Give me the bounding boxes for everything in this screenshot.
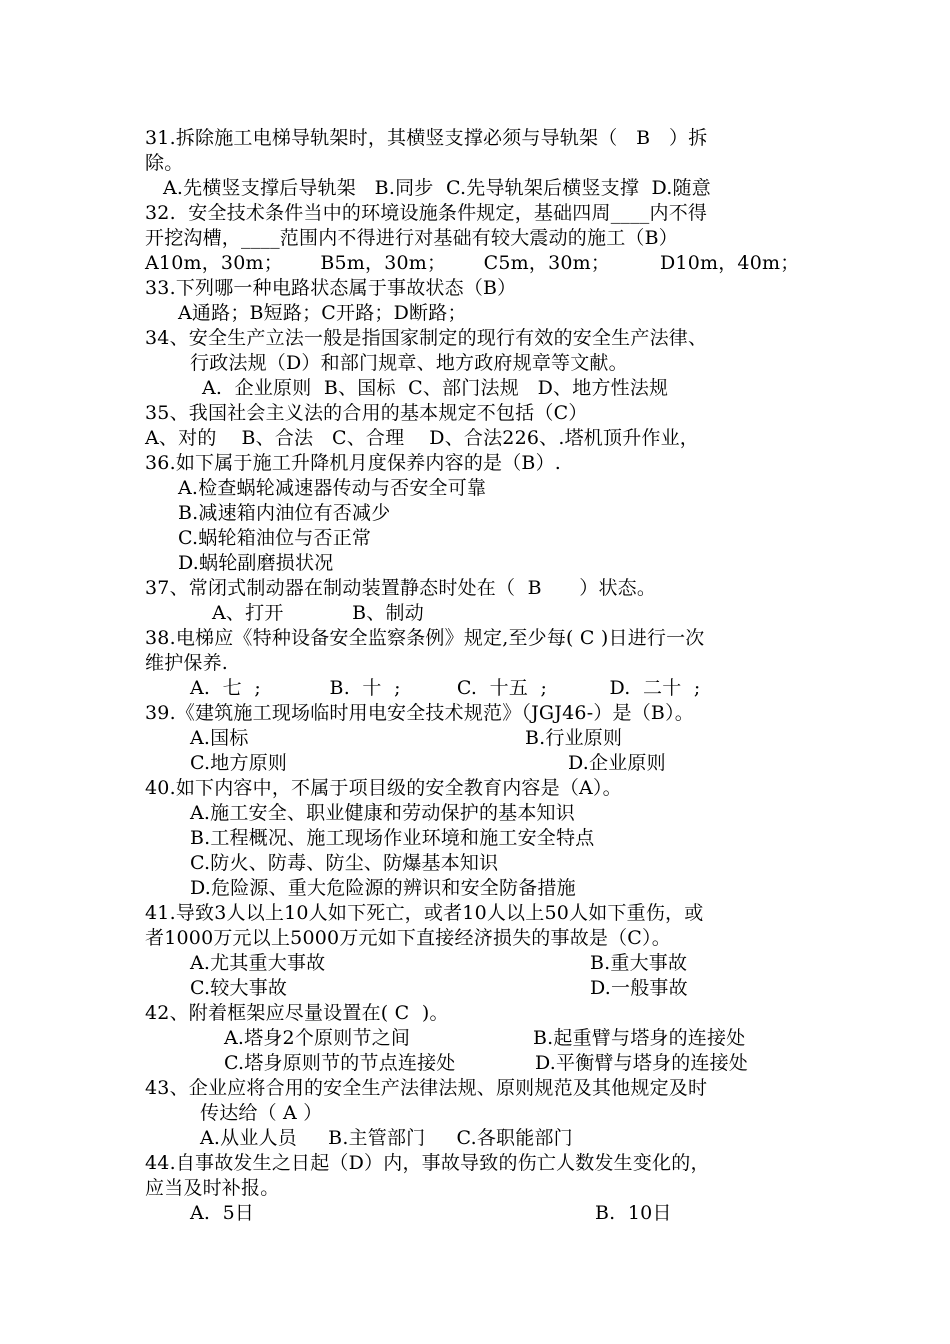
question-36-option-d: D.蜗轮副磨损状况: [178, 552, 334, 574]
question-42-option-b: B.起重臂与塔身的连接处: [533, 1027, 746, 1049]
question-37-options: A、打开 B、制动: [212, 602, 424, 624]
question-44-option-b: B. 10日: [595, 1202, 672, 1224]
question-40-option-b: B.工程概况、施工现场作业环境和施工安全特点: [190, 827, 595, 849]
question-42-option-c: C.塔身原则节的节点连接处: [224, 1052, 456, 1074]
question-35-options: A、对的 B、合法 C、合理 D、合法226、.塔机顶升作业，: [145, 427, 699, 449]
question-32-options: A10m，30m； B5m，30m； C5m，30m； D10m，40m；: [145, 252, 800, 274]
question-44-line-1: 44.自事故发生之日起（D）内，事故导致的伤亡人数发生变化的，: [145, 1152, 710, 1174]
question-43-options: A.从业人员 B.主管部门 C.各职能部门: [200, 1127, 573, 1149]
question-32-line-1: 32. 安全技术条件当中的环境设施条件规定，基础四周____内不得: [145, 202, 708, 224]
question-40-option-c: C.防火、防毒、防尘、防爆基本知识: [190, 852, 499, 874]
question-38-line-1: 38.电梯应《特种设备安全监察条例》规定,至少每( C )日进行一次: [145, 627, 705, 649]
question-40-option-a: A.施工安全、职业健康和劳动保护的基本知识: [190, 802, 575, 824]
question-39-option-a: A.国标: [190, 727, 249, 749]
question-33: 33.下列哪一种电路状态属于事故状态（B）: [145, 277, 517, 299]
question-40-option-d: D.危险源、重大危险源的辨识和安全防备措施: [190, 877, 576, 899]
question-40: 40.如下内容中，不属于项目级的安全教育内容是（A）。: [145, 777, 622, 799]
question-43-line-2: 传达给（ A ）: [200, 1102, 323, 1124]
question-31-options: A.先横竖支撑后导轨架 B.同步 C.先导轨架后横竖支撑 D.随意: [163, 177, 711, 199]
question-31-line-2: 除。: [145, 152, 184, 174]
question-36-option-b: B.减速箱内油位有否减少: [178, 502, 391, 524]
question-41-option-d: D.一般事故: [590, 977, 688, 999]
question-41-option-b: B.重大事故: [590, 952, 688, 974]
question-34-line-1: 34、安全生产立法一般是指国家制定的现行有效的安全生产法律、: [145, 327, 708, 349]
question-34-line-2: 行政法规（D）和部门规章、地方政府规章等文献。: [190, 352, 628, 374]
question-39-option-b: B.行业原则: [525, 727, 623, 749]
question-42-option-a: A.塔身2个原则节之间: [224, 1027, 411, 1049]
question-37: 37、常闭式制动器在制动装置静态时处在（ B ）状态。: [145, 577, 657, 599]
question-41-option-a: A.尤其重大事故: [190, 952, 326, 974]
question-36: 36.如下属于施工升降机月度保养内容的是（B）.: [145, 452, 562, 474]
question-39-option-c: C.地方原则: [190, 752, 288, 774]
question-31-line-1: 31.拆除施工电梯导轨架时，其横竖支撑必须与导轨架（ B ）拆: [145, 127, 708, 149]
question-34-options: A. 企业原则 B、国标 C、部门法规 D、地方性法规: [202, 377, 669, 399]
question-42: 42、附着框架应尽量设置在( C )。: [145, 1002, 449, 1024]
question-32-line-2: 开挖沟槽，____范围内不得进行对基础有较大震动的施工（B）: [145, 227, 678, 249]
question-44-option-a: A. 5日: [190, 1202, 255, 1224]
question-38-line-2: 维护保养.: [145, 652, 229, 674]
question-41-line-2: 者1000万元以上5000万元如下直接经济损失的事故是（C）。: [145, 927, 671, 949]
question-38-options: A. 七 ; B. 十 ; C. 十五 ; D. 二十 ;: [190, 677, 701, 699]
question-35: 35、我国社会主义法的合用的基本规定不包括（C）: [145, 402, 588, 424]
question-36-option-c: C.蜗轮箱油位与否正常: [178, 527, 372, 549]
question-44-line-2: 应当及时补报。: [145, 1177, 280, 1199]
question-33-options: A通路；B短路；C开路；D断路；: [178, 302, 467, 324]
question-42-option-d: D.平衡臂与塔身的连接处: [535, 1052, 748, 1074]
question-41-option-c: C.较大事故: [190, 977, 288, 999]
question-43-line-1: 43、企业应将合用的安全生产法律法规、原则规范及其他规定及时: [145, 1077, 708, 1099]
question-39-option-d: D.企业原则: [568, 752, 666, 774]
question-39: 39.《建筑施工现场临时用电安全技术规范》（JGJ46-）是（B）。: [145, 702, 694, 724]
question-36-option-a: A.检查蜗轮减速器传动与否安全可靠: [178, 477, 487, 499]
question-41-line-1: 41.导致3人以上10人如下死亡，或者10人以上50人如下重伤，或: [145, 902, 704, 924]
